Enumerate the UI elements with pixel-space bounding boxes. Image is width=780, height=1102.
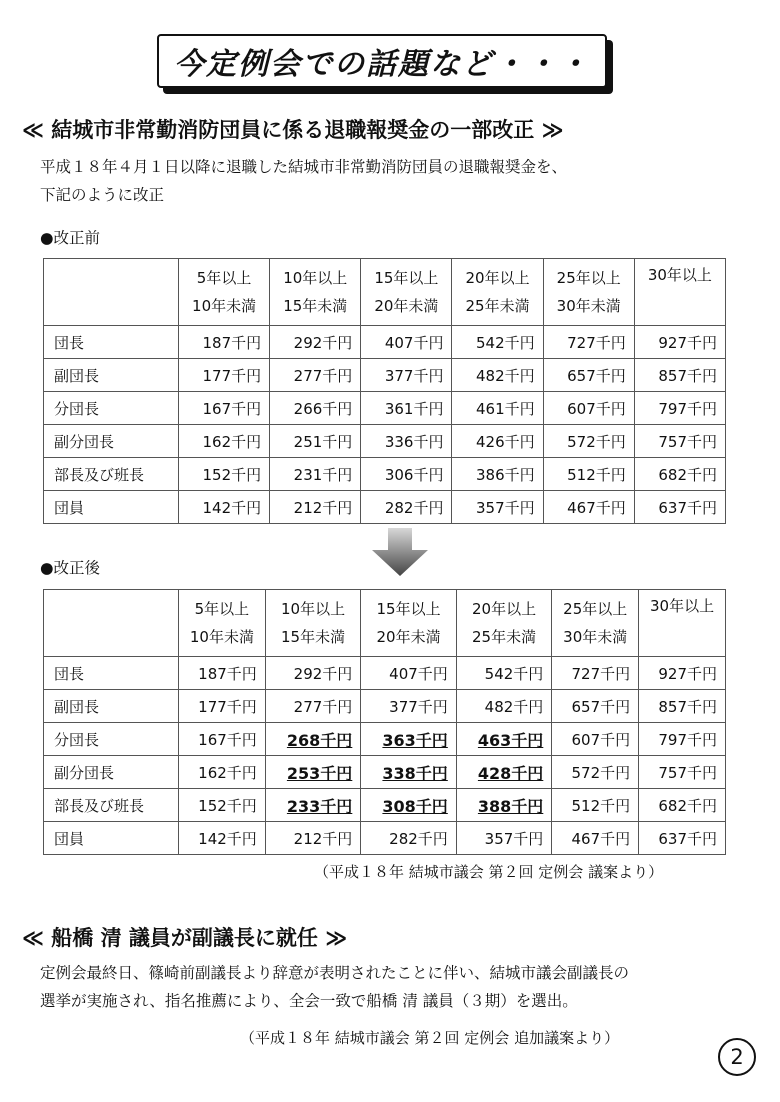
value-cell: 167千円 bbox=[179, 392, 270, 425]
value-cell: 757千円 bbox=[634, 425, 725, 458]
value-cell: 727千円 bbox=[552, 657, 639, 690]
value-cell: 282千円 bbox=[361, 491, 452, 524]
row-label: 部長及び班長 bbox=[44, 789, 179, 822]
column-header-line2: 20年未満 bbox=[374, 297, 439, 315]
row-label: 分団長 bbox=[44, 392, 179, 425]
row-label: 副分団長 bbox=[44, 756, 179, 789]
banner-title: 今定例会での話題など・・・ bbox=[174, 47, 590, 82]
value-cell: 187千円 bbox=[179, 657, 266, 690]
table-row bbox=[44, 491, 726, 524]
value-cell: 277千円 bbox=[270, 359, 361, 392]
column-header bbox=[552, 590, 639, 657]
value-cell: 682千円 bbox=[634, 458, 725, 491]
column-header-line1: 5年以上 bbox=[196, 269, 252, 287]
value-cell: 407千円 bbox=[361, 326, 452, 359]
down-arrow-icon bbox=[372, 528, 428, 576]
column-header bbox=[270, 259, 361, 326]
value-cell: 357千円 bbox=[452, 491, 543, 524]
corner-cell bbox=[44, 590, 179, 657]
table-row bbox=[44, 756, 726, 789]
column-header-line2: 10年未満 bbox=[189, 628, 254, 646]
column-header-line2: 10年未満 bbox=[192, 297, 257, 315]
changed-value-cell: 268千円 bbox=[265, 723, 361, 756]
changed-value-cell: 463千円 bbox=[456, 723, 552, 756]
section1-line1: 平成１８年４月１日以降に退職した結城市非常勤消防団員の退職報奨金を、 bbox=[40, 158, 568, 176]
value-cell: 266千円 bbox=[270, 392, 361, 425]
value-cell: 461千円 bbox=[452, 392, 543, 425]
table-row bbox=[44, 392, 726, 425]
column-header-line1: 10年以上 bbox=[283, 269, 348, 287]
table-row bbox=[44, 789, 726, 822]
value-cell: 426千円 bbox=[452, 425, 543, 458]
value-cell: 482千円 bbox=[452, 359, 543, 392]
page-number: 2 bbox=[718, 1038, 756, 1076]
value-cell: 377千円 bbox=[361, 690, 457, 723]
value-cell: 187千円 bbox=[179, 326, 270, 359]
value-cell: 212千円 bbox=[270, 491, 361, 524]
before-table bbox=[43, 258, 726, 524]
banner bbox=[157, 34, 607, 88]
header-row bbox=[44, 590, 726, 657]
table-row bbox=[44, 657, 726, 690]
column-header bbox=[361, 259, 452, 326]
column-header-line1: 25年以上 bbox=[556, 269, 621, 287]
value-cell: 857千円 bbox=[634, 359, 725, 392]
column-header-line1: 20年以上 bbox=[472, 600, 537, 618]
before-label: ●改正前 bbox=[40, 229, 101, 247]
value-cell: 162千円 bbox=[179, 756, 266, 789]
value-cell: 467千円 bbox=[543, 491, 634, 524]
changed-value-cell: 363千円 bbox=[361, 723, 457, 756]
row-label: 部長及び班長 bbox=[44, 458, 179, 491]
table-row bbox=[44, 425, 726, 458]
value-cell: 512千円 bbox=[552, 789, 639, 822]
value-cell: 357千円 bbox=[456, 822, 552, 855]
column-header-line1: 5年以上 bbox=[194, 600, 250, 618]
column-header-line1: 25年以上 bbox=[563, 600, 628, 618]
value-cell: 377千円 bbox=[361, 359, 452, 392]
value-cell: 657千円 bbox=[552, 690, 639, 723]
section2-line1: 定例会最終日、篠崎前副議長より辞意が表明されたことに伴い、結城市議会副議長の bbox=[40, 964, 630, 982]
column-header-line2: 25年未満 bbox=[472, 628, 537, 646]
column-header bbox=[634, 259, 725, 326]
value-cell: 177千円 bbox=[179, 690, 266, 723]
changed-value-cell: 388千円 bbox=[456, 789, 552, 822]
value-cell: 512千円 bbox=[543, 458, 634, 491]
column-header bbox=[179, 259, 270, 326]
value-cell: 282千円 bbox=[361, 822, 457, 855]
row-label: 副団長 bbox=[44, 359, 179, 392]
value-cell: 482千円 bbox=[456, 690, 552, 723]
changed-value-cell: 428千円 bbox=[456, 756, 552, 789]
column-header bbox=[452, 259, 543, 326]
value-cell: 572千円 bbox=[552, 756, 639, 789]
changed-value-cell: 308千円 bbox=[361, 789, 457, 822]
column-header-line2: 15年未満 bbox=[283, 297, 348, 315]
value-cell: 572千円 bbox=[543, 425, 634, 458]
value-cell: 757千円 bbox=[639, 756, 726, 789]
value-cell: 607千円 bbox=[552, 723, 639, 756]
value-cell: 167千円 bbox=[179, 723, 266, 756]
column-header-line2: 20年未満 bbox=[376, 628, 441, 646]
column-header bbox=[179, 590, 266, 657]
value-cell: 386千円 bbox=[452, 458, 543, 491]
column-header-line1: 15年以上 bbox=[376, 600, 441, 618]
value-cell: 657千円 bbox=[543, 359, 634, 392]
value-cell: 927千円 bbox=[639, 657, 726, 690]
value-cell: 467千円 bbox=[552, 822, 639, 855]
value-cell: 277千円 bbox=[265, 690, 361, 723]
value-cell: 162千円 bbox=[179, 425, 270, 458]
column-header-line1: 10年以上 bbox=[281, 600, 346, 618]
value-cell: 292千円 bbox=[270, 326, 361, 359]
value-cell: 542千円 bbox=[456, 657, 552, 690]
value-cell: 407千円 bbox=[361, 657, 457, 690]
column-header-line1: 15年以上 bbox=[374, 269, 439, 287]
column-header-line1: 20年以上 bbox=[465, 269, 530, 287]
row-label: 団長 bbox=[44, 657, 179, 690]
changed-value-cell: 253千円 bbox=[265, 756, 361, 789]
column-header-line1: 30年以上 bbox=[650, 597, 715, 615]
value-cell: 292千円 bbox=[265, 657, 361, 690]
value-cell: 542千円 bbox=[452, 326, 543, 359]
value-cell: 682千円 bbox=[639, 789, 726, 822]
row-label: 分団長 bbox=[44, 723, 179, 756]
column-header bbox=[639, 590, 726, 657]
after-table bbox=[43, 589, 726, 855]
column-header-line2: 30年未満 bbox=[556, 297, 621, 315]
section1-heading: ≪ 結城市非常勤消防団員に係る退職報奨金の一部改正 ≫ bbox=[22, 118, 564, 142]
value-cell: 336千円 bbox=[361, 425, 452, 458]
value-cell: 177千円 bbox=[179, 359, 270, 392]
value-cell: 142千円 bbox=[179, 822, 266, 855]
table-row bbox=[44, 359, 726, 392]
section2-source: （平成１８年 結城市議会 第２回 定例会 追加議案より） bbox=[240, 1029, 620, 1047]
row-label: 副団長 bbox=[44, 690, 179, 723]
section2-heading: ≪ 船橋 清 議員が副議長に就任 ≫ bbox=[22, 926, 348, 950]
value-cell: 797千円 bbox=[634, 392, 725, 425]
table-row bbox=[44, 822, 726, 855]
changed-value-cell: 338千円 bbox=[361, 756, 457, 789]
column-header-line2: 30年未満 bbox=[563, 628, 628, 646]
value-cell: 637千円 bbox=[634, 491, 725, 524]
value-cell: 231千円 bbox=[270, 458, 361, 491]
value-cell: 212千円 bbox=[265, 822, 361, 855]
column-header bbox=[456, 590, 552, 657]
header-row bbox=[44, 259, 726, 326]
value-cell: 637千円 bbox=[639, 822, 726, 855]
changed-value-cell: 233千円 bbox=[265, 789, 361, 822]
after-label: ●改正後 bbox=[40, 559, 101, 577]
value-cell: 306千円 bbox=[361, 458, 452, 491]
section1-source: （平成１８年 結城市議会 第２回 定例会 議案より） bbox=[314, 863, 664, 881]
table-row bbox=[44, 690, 726, 723]
section2-line2: 選挙が実施され、指名推薦により、全会一致で船橋 清 議員（３期）を選出。 bbox=[40, 992, 578, 1010]
corner-cell bbox=[44, 259, 179, 326]
value-cell: 251千円 bbox=[270, 425, 361, 458]
column-header-line1: 30年以上 bbox=[647, 266, 712, 284]
section1-line2: 下記のように改正 bbox=[40, 186, 165, 204]
row-label: 副分団長 bbox=[44, 425, 179, 458]
column-header-line2: 15年未満 bbox=[281, 628, 346, 646]
row-label: 団員 bbox=[44, 822, 179, 855]
value-cell: 152千円 bbox=[179, 789, 266, 822]
value-cell: 152千円 bbox=[179, 458, 270, 491]
column-header bbox=[543, 259, 634, 326]
row-label: 団長 bbox=[44, 326, 179, 359]
value-cell: 607千円 bbox=[543, 392, 634, 425]
value-cell: 927千円 bbox=[634, 326, 725, 359]
table-row bbox=[44, 723, 726, 756]
value-cell: 361千円 bbox=[361, 392, 452, 425]
value-cell: 857千円 bbox=[639, 690, 726, 723]
table-row bbox=[44, 326, 726, 359]
table-row bbox=[44, 458, 726, 491]
value-cell: 142千円 bbox=[179, 491, 270, 524]
value-cell: 797千円 bbox=[639, 723, 726, 756]
column-header-line2: 25年未満 bbox=[465, 297, 530, 315]
row-label: 団員 bbox=[44, 491, 179, 524]
column-header bbox=[265, 590, 361, 657]
value-cell: 727千円 bbox=[543, 326, 634, 359]
column-header bbox=[361, 590, 457, 657]
